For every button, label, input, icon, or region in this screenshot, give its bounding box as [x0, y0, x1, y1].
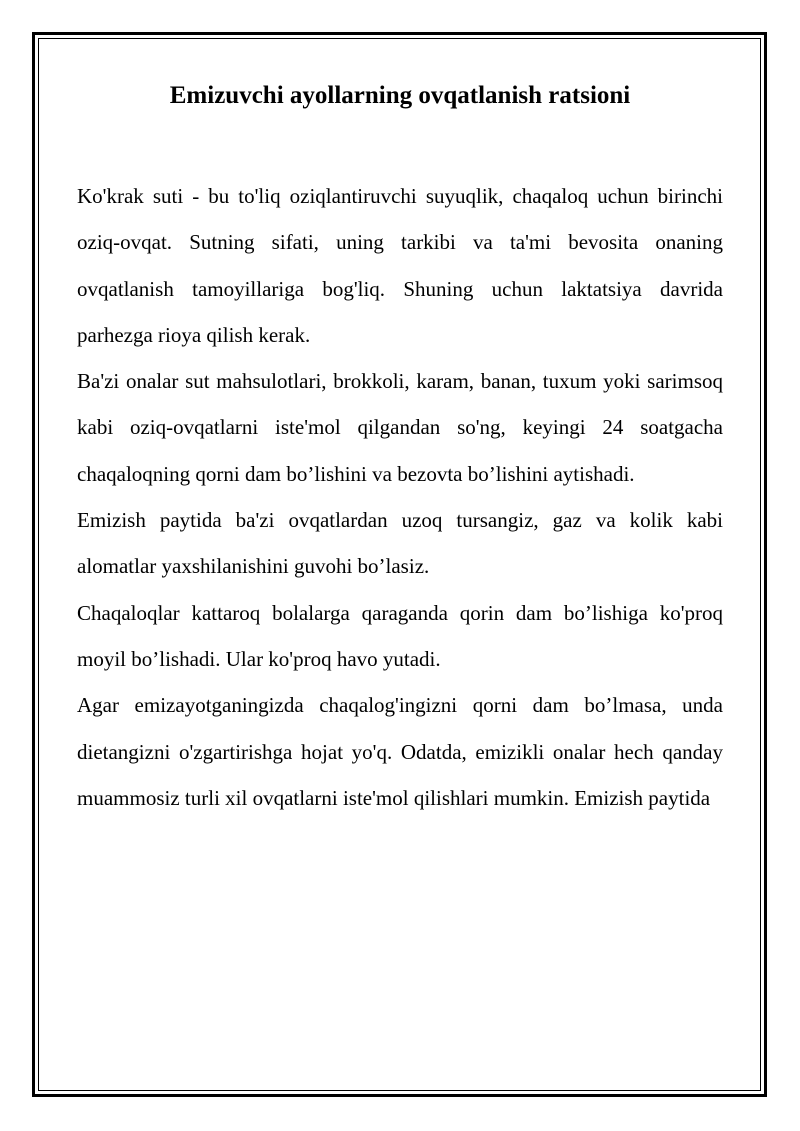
page-title: Emizuvchi ayollarning ovqatlanish ratsioni — [169, 82, 631, 109]
paragraph-5: Agar emizayotganingizda chaqalog'ingizni qorni dam bo’lmasa, unda dietangizni o'zgartirishga hojat yo'q. Odatda, emizikli onalar hech qanday muammosiz turli xil ovqatlarni iste'mol qilishlari mumkin. Emizish paytida — [77, 693, 723, 810]
document-body — [77, 173, 723, 1011]
paragraph-2: Ba'zi onalar sut mahsulotlari, brokkoli, karam, banan, tuxum yoki sarimsoq kabi oziq-ovqatlarni iste'mol qilgandan so'ng, keyingi 24 soatgacha chaqaloqning qorni dam bo’lishini va bezovta bo’lishini aytishadi. — [77, 369, 723, 486]
paragraph-4: Chaqaloqlar kattaroq bolalarga qaraganda qorin dam bo’lishiga ko'proq moyil bo’lishadi. Ular ko'proq havo yutadi. — [77, 600, 723, 671]
paragraph-1: Ko'krak suti - bu to'liq oziqlantiruvchi suyuqlik, chaqaloq uchun birinchi oziq-ovqat. Sutning sifati, uning tarkibi va ta'mi bevosita onaning ovqatlanish tamoyillariga bog'liq. Shuning uchun laktatsiya davrida parhezga rioya qilish kerak. — [77, 184, 723, 347]
paragraph-3: Emizish paytida ba'zi ovqatlardan uzoq tursangiz, gaz va kolik kabi alomatlar yaxshilanishini guvohi bo’lasiz. — [77, 508, 723, 579]
